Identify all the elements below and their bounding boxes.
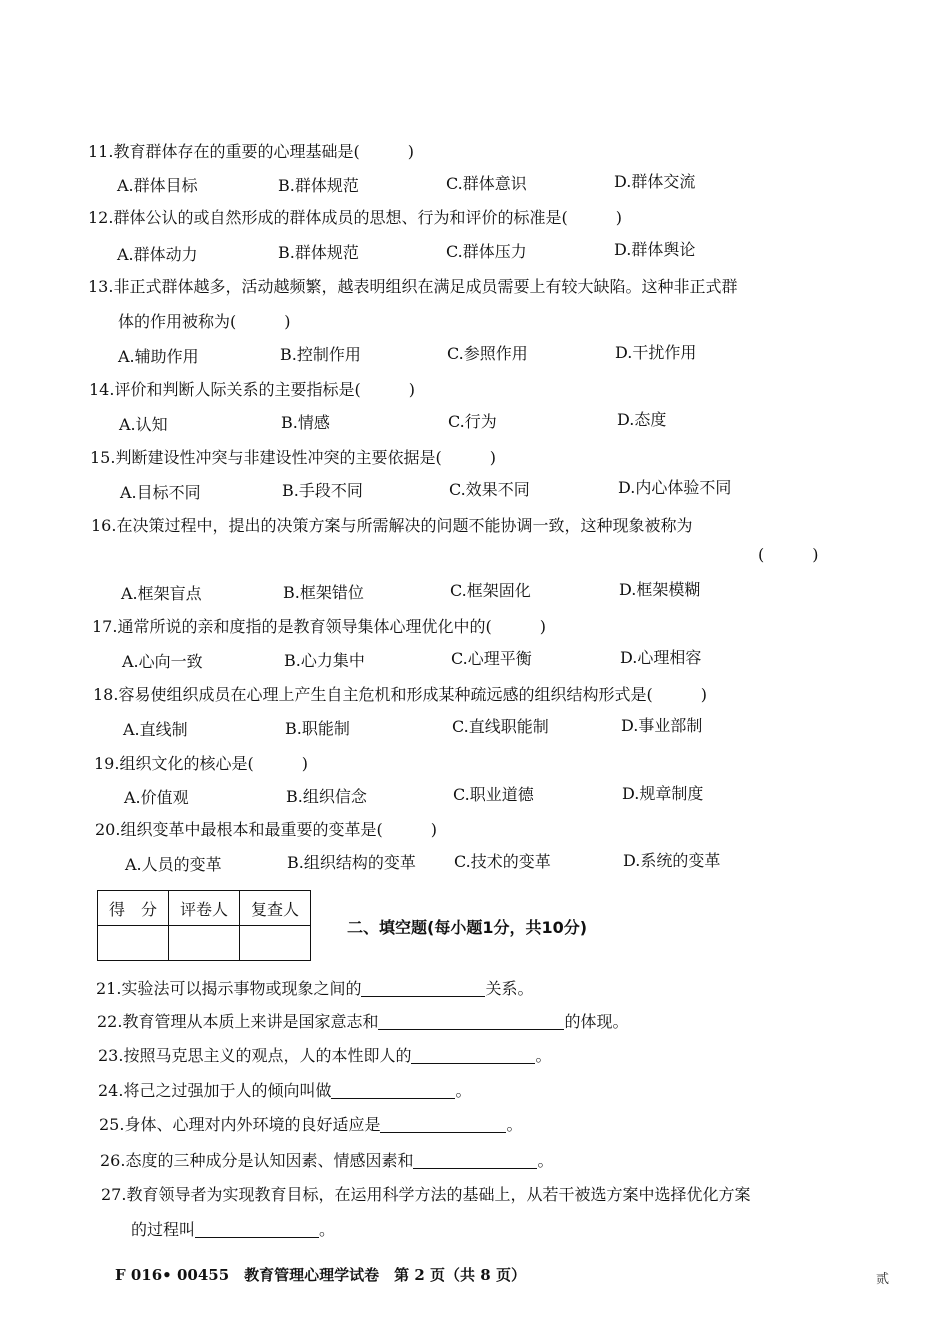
question-12-option-b: B.群体规范 (278, 243, 359, 262)
question-16-option-d: D.框架模糊 (619, 580, 701, 599)
question-17-option-d: D.心理相容 (620, 648, 702, 667)
question-18-option-c: C.直线职能制 (452, 717, 549, 736)
question-12-option-d: D.群体舆论 (614, 240, 696, 259)
question-13-option-a: A.辅助作用 (118, 347, 199, 366)
question-15-option-a: A.目标不同 (120, 483, 201, 502)
fill-question-26 (100, 1151, 553, 1171)
fill-question-text-after: 关系。 (485, 979, 534, 998)
question-20-option-d: D.系统的变革 (623, 851, 721, 870)
question-11-stem: 11.教育群体存在的重要的心理基础是( ) (88, 142, 414, 161)
fill-question-text: 25.身体、心理对内外环境的良好适应是 (99, 1115, 381, 1134)
fill-question-text-after: 。 (455, 1081, 472, 1100)
fill-question-text-after: 。 (319, 1220, 336, 1239)
answer-blank[interactable] (380, 1116, 506, 1133)
fill-question-text-after: 。 (537, 1151, 554, 1170)
fill-question-text: 24.将己之过强加于人的倾向叫做 (98, 1081, 332, 1100)
question-19-stem: 19.组织文化的核心是( ) (94, 754, 308, 773)
fill-question-27-continued (131, 1220, 335, 1240)
question-16-stem: 16.在决策过程中，提出的决策方案与所需解决的问题不能协调一致，这种现象被称为 (91, 516, 693, 535)
grader-cell[interactable] (169, 926, 240, 961)
score-header: 得 分 (98, 891, 169, 926)
grader-header: 评卷人 (169, 891, 240, 926)
question-15-option-d: D.内心体验不同 (618, 478, 732, 497)
question-15-stem: 15.判断建设性冲突与非建设性冲突的主要依据是( ) (90, 448, 496, 467)
question-13-option-c: C.参照作用 (447, 344, 528, 363)
fill-question-text: 27.教育领导者为实现教育目标，在运用科学方法的基础上，从若干被选方案中选择优化方案 (101, 1185, 751, 1204)
answer-blank[interactable] (413, 1152, 537, 1169)
question-13-option-d: D.干扰作用 (615, 343, 697, 362)
question-19-option-c: C.职业道德 (453, 785, 534, 804)
answer-blank[interactable] (361, 980, 485, 997)
answer-blank[interactable] (331, 1082, 455, 1099)
question-13-stem-continued: 体的作用被称为( ) (118, 312, 291, 331)
fill-question-23 (98, 1046, 551, 1066)
question-14-option-a: A.认知 (119, 415, 168, 434)
question-18-option-b: B.职能制 (285, 719, 350, 738)
question-16-option-a: A.框架盲点 (121, 584, 202, 603)
score-cell[interactable] (98, 926, 169, 961)
fill-question-text: 的过程叫 (131, 1220, 196, 1239)
question-11-option-a: A.群体目标 (117, 176, 198, 195)
question-13-stem: 13.非正式群体越多，活动越频繁，越表明组织在满足成员需要上有较大缺陷。这种非正式群 (88, 277, 738, 296)
question-16-option-c: C.框架固化 (450, 581, 531, 600)
question-12-stem: 12.群体公认的或自然形成的群体成员的思想、行为和评价的标准是( ) (88, 208, 622, 227)
question-19-option-a: A.价值观 (124, 788, 189, 807)
fill-question-text: 22.教育管理从本质上来讲是国家意志和 (97, 1012, 379, 1031)
fill-question-21 (96, 979, 533, 999)
fill-question-text: 26.态度的三种成分是认知因素、情感因素和 (100, 1151, 414, 1170)
question-12-option-c: C.群体压力 (446, 242, 527, 261)
question-11-option-c: C.群体意识 (446, 174, 527, 193)
question-14-option-b: B.情感 (281, 413, 330, 432)
question-20-stem: 20.组织变革中最根本和最重要的变革是( ) (95, 820, 437, 839)
question-17-option-b: B.心力集中 (284, 651, 365, 670)
question-18-option-a: A.直线制 (123, 720, 188, 739)
score-table (97, 890, 311, 961)
fill-question-text-after: 的体现。 (564, 1012, 629, 1031)
question-12-option-a: A.群体动力 (117, 245, 198, 264)
question-20-option-b: B.组织结构的变革 (287, 853, 416, 872)
question-18-stem: 18.容易使组织成员在心理上产生自主危机和形成某种疏远感的组织结构形式是( ) (93, 685, 707, 704)
fill-question-text: 23.按照马克思主义的观点，人的本性即人的 (98, 1046, 412, 1065)
fill-question-text: 21.实验法可以揭示事物或现象之间的 (96, 979, 362, 998)
question-19-option-d: D.规章制度 (622, 784, 704, 803)
fill-question-27 (101, 1185, 750, 1205)
section-title: 二、填空题(每小题1分，共10分) (347, 918, 588, 937)
fill-question-text-after: 。 (506, 1115, 523, 1134)
question-14-stem: 14.评价和判断人际关系的主要指标是( ) (89, 380, 415, 399)
fill-question-text-after: 。 (535, 1046, 552, 1065)
question-13-option-b: B.控制作用 (280, 345, 361, 364)
fill-question-24 (98, 1081, 471, 1101)
answer-blank[interactable] (378, 1013, 564, 1030)
question-11-option-d: D.群体交流 (614, 172, 696, 191)
reviewer-header: 复查人 (240, 891, 311, 926)
question-14-option-c: C.行为 (448, 412, 497, 431)
question-18-option-d: D.事业部制 (621, 716, 703, 735)
question-11-option-b: B.群体规范 (278, 176, 359, 195)
question-17-option-a: A.心向一致 (122, 652, 203, 671)
question-17-stem: 17.通常所说的亲和度指的是教育领导集体心理优化中的( ) (92, 617, 546, 636)
question-20-option-c: C.技术的变革 (454, 852, 551, 871)
fill-question-25 (99, 1115, 522, 1135)
reviewer-cell[interactable] (240, 926, 311, 961)
page-side-mark: 贰 (876, 1272, 890, 1287)
answer-blank[interactable] (411, 1047, 535, 1064)
question-14-option-d: D.态度 (617, 410, 667, 429)
question-16-answer-bracket: ( ) (758, 545, 819, 564)
question-15-option-c: C.效果不同 (449, 480, 530, 499)
question-19-option-b: B.组织信念 (286, 787, 367, 806)
answer-blank[interactable] (195, 1221, 319, 1238)
fill-question-22 (97, 1012, 628, 1032)
question-16-option-b: B.框架错位 (283, 583, 364, 602)
page-footer: F 016• 00455 教育管理心理学试卷 第 2 页（共 8 页） (115, 1266, 526, 1284)
question-17-option-c: C.心理平衡 (451, 649, 532, 668)
question-15-option-b: B.手段不同 (282, 481, 363, 500)
question-20-option-a: A.人员的变革 (125, 855, 222, 874)
